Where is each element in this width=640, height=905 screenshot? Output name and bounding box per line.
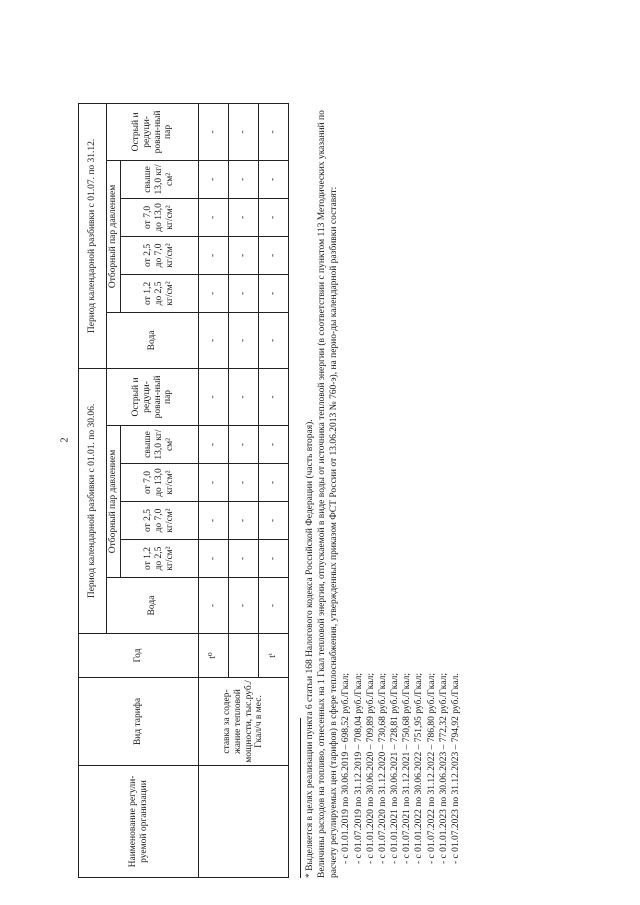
cell-value: - (259, 502, 289, 540)
list-item: - с 01.07.2020 по 31.12.2020 – 730,68 руб./Гкал; (377, 673, 388, 864)
cell-value: - (199, 426, 229, 464)
cell-value: - (229, 103, 259, 160)
header-p4-1: свыше 13,0 кг/см² (121, 426, 199, 464)
cell-value: - (229, 312, 259, 368)
header-p2-2: от 2,5 до 7,0 кг/см² (121, 236, 199, 274)
header-water-1: Вода (107, 578, 199, 634)
cell-value: - (229, 464, 259, 502)
header-year: Год (79, 634, 199, 678)
cell-value: - (199, 578, 229, 634)
footnote-rule (300, 718, 301, 878)
cell-value: - (199, 540, 229, 578)
header-steam-2: Отборный пар давлением (107, 160, 121, 312)
header-period-2: Период календарной разбивки с 01.07. по 31.12. (79, 103, 107, 368)
list-item: - с 01.01.2022 по 30.06.2022 – 751,95 руб./Гкал; (414, 673, 425, 864)
cell-value: - (259, 578, 289, 634)
cell-value: - (229, 198, 259, 236)
rotated-content (78, 108, 478, 878)
cell-value: - (259, 274, 289, 312)
cell-value: - (259, 103, 289, 160)
list-item: - с 01.07.2022 по 31.12.2022 – 786,80 руб./Гкал; (426, 673, 437, 864)
list-item: - с 01.01.2021 по 30.06.2021 – 728,81 руб./Гкал; (390, 673, 401, 864)
cell-value: - (199, 103, 229, 160)
cell-year: tⁱ (259, 634, 289, 678)
header-kind: Вид тарифа (79, 678, 199, 766)
cell-value: - (199, 198, 229, 236)
footnote (300, 108, 462, 878)
cell-value: - (259, 540, 289, 578)
cell-value: - (229, 502, 259, 540)
cell-value: - (199, 312, 229, 368)
footnote-star: * Выделяется в целях реализации пункта 6 статьи 168 Налогового кодекса Российской Федерации (часть вторая). (305, 419, 315, 878)
cell-year (229, 634, 259, 678)
cell-value: - (259, 198, 289, 236)
header-org: Наименование регули-руемой организации (79, 766, 199, 878)
cell-value: - (259, 160, 289, 198)
header-p4-2: свыше 13,0 кг/см² (121, 160, 199, 198)
cell-value: - (199, 236, 229, 274)
list-item: - с 01.01.2019 по 30.06.2019 – 698,52 руб./Гкал; (341, 673, 352, 864)
list-item: - с 01.07.2021 по 31.12.2021 – 750,68 руб./Гкал; (402, 673, 413, 864)
header-p1-2: от 1,2 до 2,5 кг/см² (121, 274, 199, 312)
cell-value: - (199, 274, 229, 312)
cell-value: - (259, 368, 289, 425)
header-p2-1: от 2,5 до 7,0 кг/см² (121, 502, 199, 540)
page-number: 2 (59, 437, 71, 443)
cell-value: - (229, 274, 259, 312)
header-water-2: Вода (107, 312, 199, 368)
footnote-text: Величины расходов на топливо, отнесенных на 1 Гкал тепловой энергии, отпускаемой в виде воды от источника тепловой энергии (в соответствии с пунктом 113 Методических указаний по расчету регулируемых цен (тарифов) в сфере теплоснабжения, утвержденных приказом ФСТ России от 13.06.2013 № 760-э), на перио-ды календарной разбивки составят: (317, 110, 340, 878)
cell-value: - (199, 160, 229, 198)
cell-value: - (229, 426, 259, 464)
header-period-1: Период календарной разбивки с 01.01. по 30.06. (79, 368, 107, 633)
header-p1-1: от 1,2 до 2,5 кг/см² (121, 540, 199, 578)
cell-value: - (229, 236, 259, 274)
header-sharp-1: Острый и редуци-рован-ный пар (107, 368, 199, 425)
cell-value: - (229, 540, 259, 578)
list-item: - с 01.07.2019 по 31.12.2019 – 708,04 руб./Гкал; (353, 673, 364, 864)
cell-value: - (199, 368, 229, 425)
cell-kind: ставка за содер-жание тепловой мощности, тыс.руб./Гкал/ч в мес. (199, 678, 289, 766)
cell-value: - (229, 160, 259, 198)
cell-value: - (259, 464, 289, 502)
cell-value: - (259, 236, 289, 274)
cell-org (199, 766, 289, 878)
header-p3-1: от 7,0 до 13,0 кг/см² (121, 464, 199, 502)
cell-value: - (229, 368, 259, 425)
cell-year: t⁰ (199, 634, 229, 678)
cell-value: - (199, 464, 229, 502)
table-row (199, 103, 229, 877)
header-p3-2: от 7,0 до 13,0 кг/см² (121, 198, 199, 236)
cell-value: - (259, 312, 289, 368)
list-item: - с 01.01.2023 по 30.06.2023 – 772,32 руб./Гкал; (438, 673, 449, 864)
list-item: - с 01.01.2020 по 30.06.2020 – 709,89 руб./Гкал; (365, 673, 376, 864)
header-steam-1: Отборный пар давлением (107, 426, 121, 578)
header-sharp-2: Острый и редуци-рован-ный пар (107, 103, 199, 160)
cell-value: - (229, 578, 259, 634)
list-item: - с 01.07.2023 по 31.12.2023 – 794,92 руб./Гкал. (450, 673, 461, 864)
tariff-table (78, 103, 289, 878)
cell-value: - (259, 426, 289, 464)
cell-value: - (199, 502, 229, 540)
